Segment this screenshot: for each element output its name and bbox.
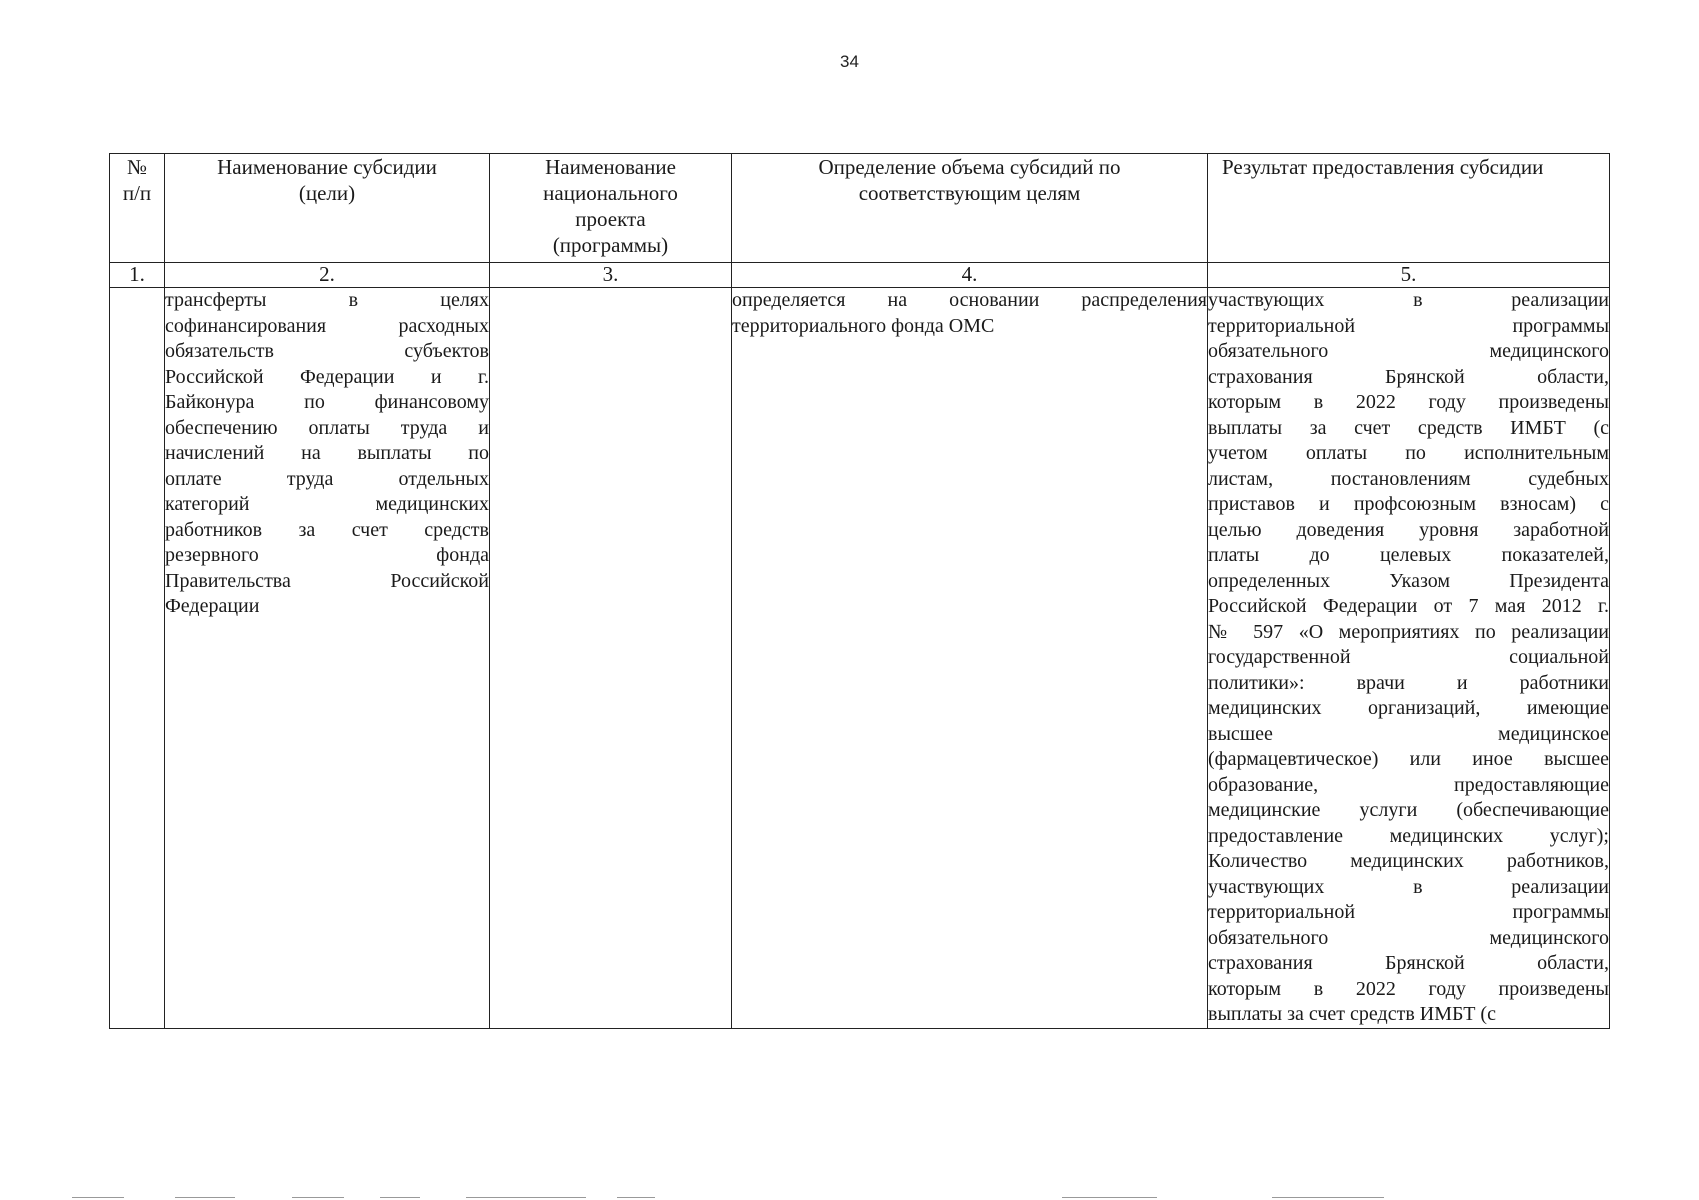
text-line: территориальной программы (1208, 314, 1609, 337)
text-line: Правительства Российской (165, 569, 489, 592)
text-line: государственной социальной (1208, 646, 1609, 668)
text-line: образование, предоставляющие (1208, 773, 1609, 796)
column-number-1: 1. (110, 263, 165, 288)
text-line: № (126, 155, 148, 179)
text-line: платы до целевых показателей, (1208, 544, 1609, 566)
text-line: предоставление медицинских услуг); (1208, 824, 1609, 847)
table-row (110, 288, 1610, 1029)
text-line: Результат предоставления субсидии (1222, 155, 1544, 179)
text-line: трансферты в целях (165, 289, 489, 311)
text-line: территориальной программы (1208, 901, 1609, 923)
scan-edge-marks (0, 1197, 1699, 1199)
text-line: страхования Брянской области, (1208, 365, 1609, 388)
text-line: начислений на выплаты по (165, 442, 489, 464)
text-line: (цели) (298, 181, 356, 205)
header-volume-definition (732, 154, 1208, 263)
row-num-cell (110, 288, 165, 1029)
text-line: Байконура по финансовому (165, 391, 489, 413)
text-line: страхования Брянской области, (1208, 952, 1609, 974)
text-line: участвующих в реализации (1208, 875, 1609, 898)
text-line: категорий медицинских (165, 493, 489, 515)
result-cell (1208, 288, 1610, 1029)
text-line: приставов и профсоюзным взносам) с (1208, 493, 1609, 515)
text-line: целью доведения уровня заработной (1208, 518, 1609, 541)
text-line: Федерации (165, 595, 260, 617)
text-line: соответствующим целям (858, 181, 1081, 205)
text-line: № 597 «О мероприятиях по реализации (1208, 620, 1609, 643)
text-line: Количество медицинских работников, (1208, 850, 1609, 872)
column-number-row (110, 263, 1610, 288)
text-line: обязательств субъектов (165, 340, 489, 362)
text-line: высшее медицинское (1208, 722, 1609, 745)
column-number-5: 5. (1208, 263, 1610, 288)
column-number-2: 2. (165, 263, 490, 288)
header-result (1208, 154, 1610, 263)
column-number-3: 3. (490, 263, 732, 288)
text-line: проекта (575, 207, 646, 231)
text-line: Определение объема субсидий по (818, 155, 1121, 179)
volume-definition-cell (732, 288, 1208, 1029)
text-line: которым в 2022 году произведены (1208, 391, 1609, 413)
text-line: резервного фонда (165, 544, 489, 566)
text-line: выплаты за счет средств ИМБТ (с (1208, 1003, 1496, 1025)
text-line: (программы) (552, 233, 669, 257)
text-line: медицинских организаций, имеющие (1208, 697, 1609, 719)
text-line: (фармацевтическое) или иное высшее (1208, 748, 1609, 770)
text-line: медицинские услуги (обеспечивающие (1208, 799, 1609, 821)
text-line: национального (543, 181, 678, 205)
text-line: софинансирования расходных (165, 314, 489, 337)
header-national-project (490, 154, 732, 263)
text-line: выплаты за счет средств ИМБТ (с (1208, 416, 1609, 439)
subsidy-name-cell (165, 288, 490, 1029)
text-line: обеспечению оплаты труда и (165, 416, 489, 439)
subsidy-table (109, 153, 1610, 1029)
text-line: Российской Федерации от 7 мая 2012 г. (1208, 595, 1609, 617)
page-number: 34 (840, 52, 859, 71)
text-line: п/п (122, 181, 152, 205)
column-number-4: 4. (732, 263, 1208, 288)
header-num (110, 154, 165, 263)
text-line: Наименование (545, 155, 676, 179)
text-line: Российской Федерации и г. (165, 365, 489, 388)
text-line: определяется на основании распределения (732, 289, 1207, 311)
text-line: оплате труда отдельных (165, 467, 489, 490)
table-header-row (110, 154, 1610, 263)
text-line: определенных Указом Президента (1208, 569, 1609, 592)
text-line: участвующих в реализации (1208, 289, 1609, 311)
text-line: листам, постановлениям судебных (1208, 467, 1609, 490)
text-line: территориального фонда ОМС (732, 314, 995, 337)
text-line: работников за счет средств (165, 518, 489, 541)
text-line: обязательного медицинского (1208, 926, 1609, 949)
text-line: Наименование субсидии (217, 155, 437, 179)
text-line: которым в 2022 году произведены (1208, 977, 1609, 1000)
header-subsidy-name (165, 154, 490, 263)
national-project-cell (490, 288, 732, 1029)
text-line: учетом оплаты по исполнительным (1208, 442, 1609, 464)
text-line: политики»: врачи и работники (1208, 671, 1609, 694)
text-line: обязательного медицинского (1208, 340, 1609, 362)
